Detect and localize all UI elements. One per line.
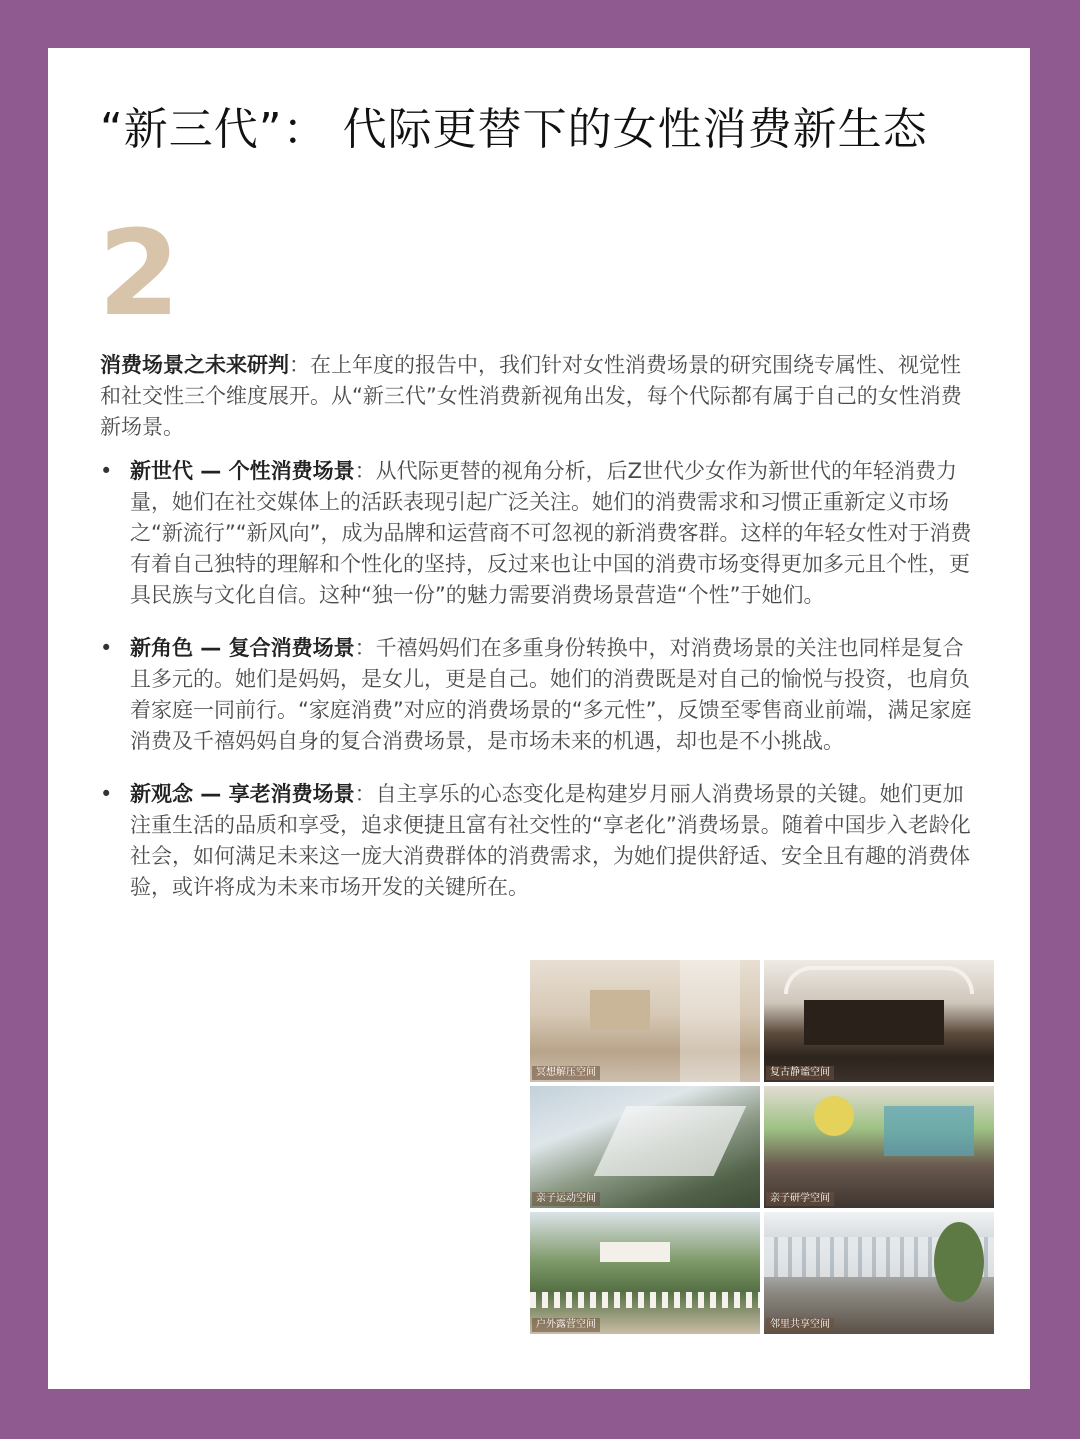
list-item — [100, 779, 980, 903]
photo-kids-study-space — [764, 1086, 994, 1208]
photo-neighborhood-space — [764, 1212, 994, 1334]
bullet-list — [100, 456, 980, 925]
photo-caption: 亲子运动空间 — [532, 1192, 600, 1206]
bullet-text: ：千禧妈妈们在多重身份转换中，对消费场景的关注也同样是复合且多元的。她们是妈妈，是女儿，更是自己。她们的消费既是对自己的愉悦与投资，也肩负着家庭一同前行。“家庭消费”对应的消费场景的“多元性”，反馈至零售商业前端，满足家庭消费及千禧妈妈自身的复合消费场景，是市场未来的机遇，却也是不小挑战。 — [130, 636, 972, 753]
bullet-text: ：从代际更替的视角分析，后Z世代少女作为新世代的年轻消费力量，她们在社交媒体上的活跃表现引起广泛关注。她们的消费需求和习惯正重新定义市场之“新流行”“新风向”，成为品牌和运营商不可忽视的新消费客群。这样的年轻女性对于消费有着自己独特的理解和个性化的坚持，反过来也让中国的消费市场变得更加多元且个性，更具民族与文化自信。这种“独一份”的魅力需要消费场景营造“个性”于她们。 — [130, 459, 972, 607]
bullet-dot: • — [100, 782, 113, 806]
intro-paragraph — [100, 350, 970, 443]
intro-heading: 消费场景之未来研判 — [100, 353, 289, 377]
photo-kids-sport-space — [530, 1086, 760, 1208]
bullet-heading: 新观念 — 享老消费场景 — [130, 782, 355, 806]
list-item — [100, 633, 980, 757]
photo-outdoor-camping-space — [530, 1212, 760, 1334]
photo-grid — [530, 960, 996, 1334]
page-title: “新三代”： 代际更替下的女性消费新生态 — [100, 104, 928, 155]
intro-text: ：在上年度的报告中，我们针对女性消费场景的研究围绕专属性、视觉性和社交性三个维度展开。从“新三代”女性消费新视角出发，每个代际都有属于自己的女性消费新场景。 — [100, 353, 962, 439]
photo-caption: 冥想解压空间 — [532, 1066, 600, 1080]
bullet-heading: 新世代 — 个性消费场景 — [130, 459, 355, 483]
bullet-dot: • — [100, 459, 113, 483]
photo-caption: 亲子研学空间 — [766, 1192, 834, 1206]
list-item — [100, 456, 980, 611]
photo-caption: 复古静谧空间 — [766, 1066, 834, 1080]
photo-retro-space — [764, 960, 994, 1082]
photo-caption: 户外露营空间 — [532, 1318, 600, 1332]
bullet-text: ：自主享乐的心态变化是构建岁月丽人消费场景的关键。她们更加注重生活的品质和享受，追求便捷且富有社交性的“享老化”消费场景。随着中国步入老龄化社会，如何满足未来这一庞大消费群体的消费需求，为她们提供舒适、安全且有趣的消费体验，或许将成为未来市场开发的关键所在。 — [130, 782, 971, 899]
page — [48, 48, 1030, 1389]
bullet-dot: • — [100, 636, 113, 660]
photo-caption: 邻里共享空间 — [766, 1318, 834, 1332]
section-number: 2 — [98, 204, 181, 342]
photo-meditation-space — [530, 960, 760, 1082]
bullet-heading: 新角色 — 复合消费场景 — [130, 636, 355, 660]
